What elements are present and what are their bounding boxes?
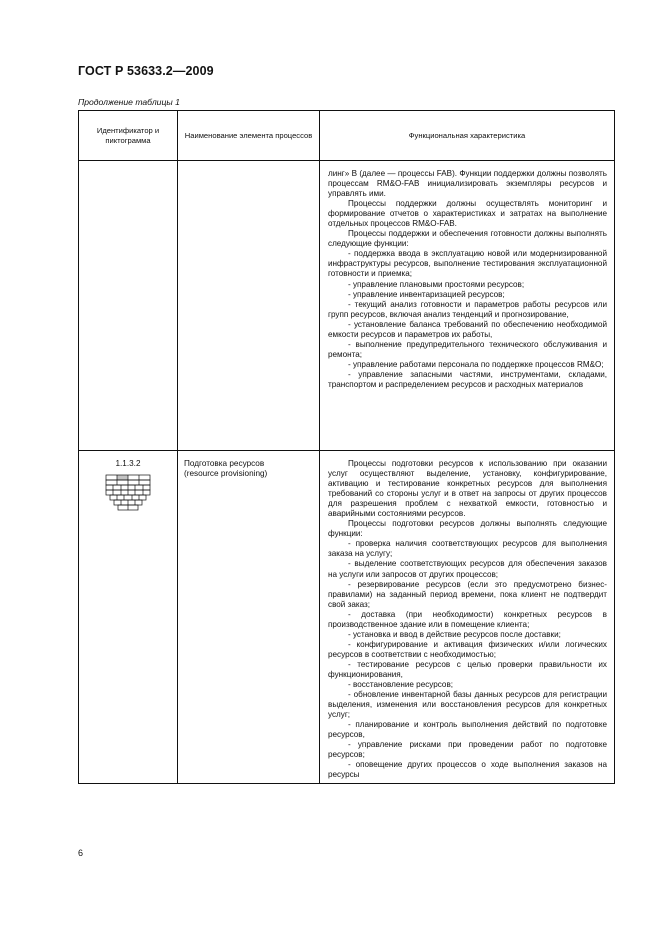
process-name-english: (resource provisioning) <box>184 469 268 478</box>
header-functional-description: Функциональная характеристика <box>320 111 615 161</box>
process-name: Подготовка ресурсов <box>184 459 265 468</box>
list-item: - проверка наличия соответствующих ресурсов для выполнения заказа на услугу; <box>328 539 607 559</box>
process-pictogram-icon <box>105 474 151 512</box>
list-item: - конфигурирование и активация физических и/или логических ресурсов в соответствии с необходимостью; <box>328 639 607 659</box>
paragraph: Процессы поддержки должны осуществлять мониторинг и формирование отчетов о характеристиках и затратах на выполнение отдельных процессов RM&O-FAB. <box>328 199 607 229</box>
paragraph: Процессы поддержки и обеспечения готовности должны выполнять следующие функции: <box>328 229 607 249</box>
row1-identifier-cell <box>79 161 178 451</box>
list-item: - восстановление ресурсов; <box>348 680 454 690</box>
page-number: 6 <box>78 848 84 858</box>
standard-title: ГОСТ Р 53633.2—2009 <box>78 64 214 78</box>
table-caption: Продолжение таблицы 1 <box>78 97 180 107</box>
paragraph: линг» B (далее — процессы FAB). Функции поддержки должны позволять процессам RM&O-FAB инициализировать экземпляры ресурсов и управлять ими. <box>328 169 607 199</box>
list-item: - резервирование ресурсов (если это предусмотрено бизнес-правилами) на заданный период времени, пока клиент не подтвердит свой заказ; <box>328 579 607 609</box>
header-element-name: Наименование элемента процессов <box>178 111 320 161</box>
list-item: - планирование и контроль выполнения действий по подготовке ресурсов, <box>328 720 607 740</box>
header-identifier: Идентификатор и пиктограмма <box>79 111 178 161</box>
list-item: - оповещение других процессов о ходе выполнения заказов на ресурсы <box>328 760 607 780</box>
paragraph: Процессы подготовки ресурсов к использованию при оказании услуг осуществляют выделение, установку, конфигурирование, активацию и тестирование конкретных ресурсов для выполнения требований со стороны услуг и в ответ на запросы от других процессов для разрешения проблем с нехваткой емкости, готовностью и аварийными состояниями ресурсов. <box>328 459 607 519</box>
list-item: - управление рисками при проведении работ по подготовке ресурсов; <box>328 740 607 760</box>
paragraph: Процессы подготовки ресурсов должны выполнять следующие функции: <box>328 519 607 539</box>
process-identifier: 1.1.3.2 <box>115 459 141 468</box>
list-item: - управление инвентаризацией ресурсов; <box>348 289 505 299</box>
list-item: - управление запасными частями, инструментами, складами, транспортом и распределением ресурсов и расходных материалов <box>328 369 607 389</box>
table-row <box>79 161 615 451</box>
list-item: - поддержка ввода в эксплуатацию новой или модернизированной инфраструктуры ресурсов, выполнение тестирования эксплуатационной готовности и приемка; <box>328 249 607 279</box>
list-item: - текущий анализ готовности и параметров работы ресурсов или групп ресурсов, включая анализ тенденций и прогнозирование, <box>328 299 607 319</box>
table-row <box>79 451 615 784</box>
list-item: - выделение соответствующих ресурсов для обеспечения заказов на услуги или запросов от других процессов; <box>328 559 607 579</box>
list-item: - управление работами персонала по поддержке процессов RM&O; <box>348 359 604 369</box>
list-item: - установление баланса требований по обеспечению необходимой емкости ресурсов и параметров их работы, <box>328 319 607 339</box>
row1-name-cell <box>178 161 320 451</box>
row2-identifier-cell <box>79 451 178 784</box>
functions-table <box>78 110 615 784</box>
list-item: - выполнение предупредительного технического обслуживания и ремонта; <box>328 339 607 359</box>
list-item: - управление плановыми простоями ресурсов; <box>348 279 525 289</box>
table-header-row <box>79 111 615 161</box>
row2-description-cell <box>320 451 615 784</box>
list-item: - обновление инвентарной базы данных ресурсов для регистрации выделения, изменения или восстановления ресурсов для конкретных услуг; <box>328 690 607 720</box>
list-item: - тестирование ресурсов с целью проверки правильности их функционирования, <box>328 659 607 679</box>
list-item: - установка и ввод в действие ресурсов после доставки; <box>348 629 561 639</box>
row2-name-cell <box>178 451 320 784</box>
row1-description-cell <box>320 161 615 451</box>
list-item: - доставка (при необходимости) конкретных ресурсов в производственное здание или в помещение клиента; <box>328 609 607 629</box>
